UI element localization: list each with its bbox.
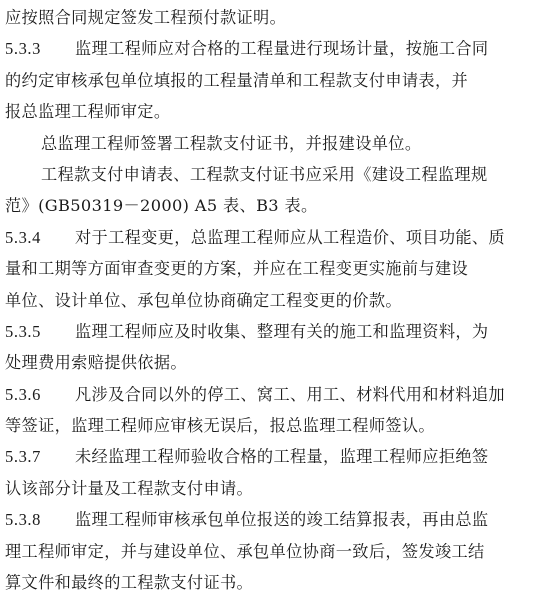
line-text: 报总监理工程师审定。 (5, 102, 171, 122)
paragraph-line (5, 128, 545, 159)
clause-5-3-7 (5, 441, 545, 472)
line-text: 等签证，监理工程师应审核无误后，报总监理工程师签认。 (5, 416, 435, 436)
line-text: 总监理工程师签署工程款支付证书，并报建设单位。 (41, 133, 422, 153)
paragraph-line (5, 159, 545, 190)
clause-number: 5.3.7 (5, 447, 41, 467)
text-line (5, 2, 545, 33)
line-text: 凡涉及合同以外的停工、窝工、用工、材料代用和材料追加 (75, 384, 505, 404)
line-text: 的约定审核承包单位填报的工程量清单和工程款支付申请表，并 (5, 70, 469, 90)
text-line (5, 285, 545, 316)
line-text: 对于工程变更，总监理工程师应从工程造价、项目功能、质 (75, 227, 505, 247)
clause-number: 5.3.4 (5, 227, 41, 247)
text-line (5, 410, 545, 441)
line-text: 工程款支付申请表、工程款支付证书应采用《建设工程监理规 (41, 164, 488, 184)
text-line (5, 567, 545, 598)
clause-5-3-3 (5, 33, 545, 64)
text-line (5, 253, 545, 284)
line-text: 算文件和最终的工程款支付证书。 (5, 573, 254, 593)
line-text: 应按照合同规定签发工程预付款证明。 (5, 8, 287, 27)
clause-number: 5.3.3 (5, 39, 41, 59)
clause-number: 5.3.6 (5, 384, 41, 404)
line-text: 监理工程师审核承包单位报送的竣工结算报表，再由总监 (75, 510, 489, 530)
clause-5-3-6 (5, 379, 545, 410)
text-line (5, 473, 545, 504)
line-text: 范》(GB50319－2000) A5 表、B3 表。 (5, 196, 318, 216)
text-line (5, 347, 545, 378)
line-text: 未经监理工程师验收合格的工程量，监理工程师应拒绝签 (75, 447, 489, 467)
line-text: 理工程师审定，并与建设单位、承包单位协商一致后，签发竣工结 (5, 541, 485, 561)
line-text: 单位、设计单位、承包单位协商确定工程变更的价款。 (5, 290, 402, 310)
line-text: 监理工程师应及时收集、整理有关的施工和监理资料，为 (75, 321, 489, 341)
line-text: 监理工程师应对合格的工程量进行现场计量，按施工合同 (75, 39, 489, 59)
text-line (5, 65, 545, 96)
line-text: 处理费用索赔提供依据。 (5, 353, 187, 373)
clause-5-3-4 (5, 222, 545, 253)
text-line (5, 190, 545, 221)
clause-5-3-5 (5, 316, 545, 347)
clause-number: 5.3.8 (5, 510, 41, 530)
line-text: 量和工期等方面审查变更的方案，并应在工程变更实施前与建设 (5, 259, 469, 279)
clause-number: 5.3.5 (5, 321, 41, 341)
text-line (5, 96, 545, 127)
line-text: 认该部分计量及工程款支付申请。 (5, 478, 254, 498)
document-page (5, 2, 545, 598)
clause-5-3-8 (5, 504, 545, 535)
text-line (5, 536, 545, 567)
